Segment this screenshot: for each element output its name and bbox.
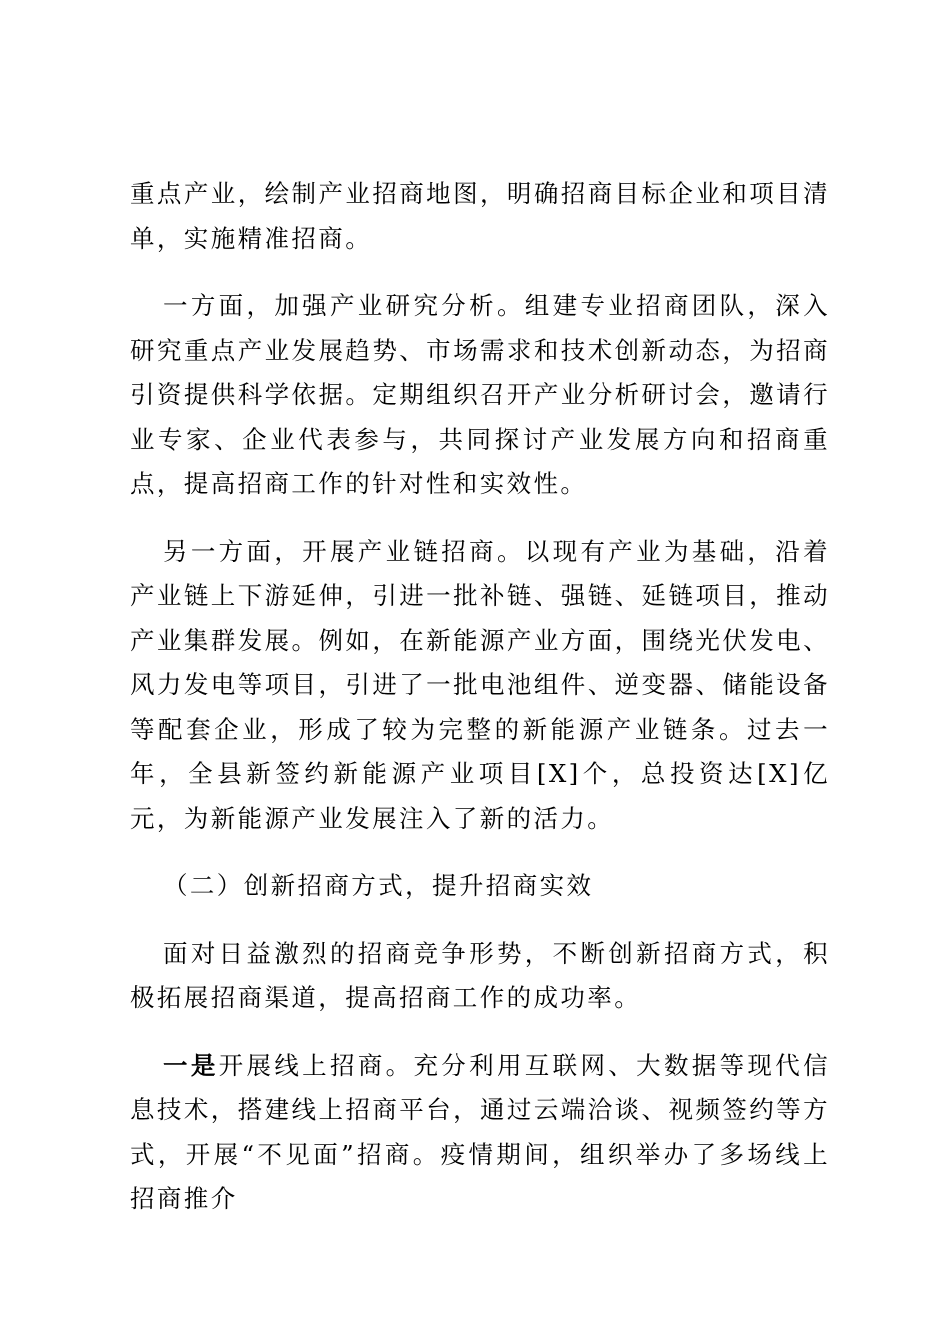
section-heading: （二）创新招商方式，提升招商实效 (163, 871, 594, 900)
paragraph-innovation-intro: 面对日益激烈的招商竞争形势，不断创新招商方式，积极拓展招商渠道，提高招商工作的成功率。 (130, 938, 830, 1012)
paragraph-gap (130, 507, 830, 530)
paragraph-industry-chain: 另一方面，开展产业链招商。以现有产业为基础，沿着产业链上下游延伸，引进一批补链、强链、延链项目，推动产业集群发展。例如，在新能源产业方面，围绕光伏发电、风力发电等项目，引进了一批电池组件、逆变器、储能设备等配套企业，形成了较为完整的新能源产业链条。过去一年，全县新签约新能源产业项目[X]个，总投资达[X]亿元，为新能源产业发展注入了新的活力。 (130, 536, 830, 833)
paragraph-gap (130, 841, 830, 864)
document-page (130, 172, 830, 1222)
paragraph-gap (130, 909, 830, 932)
paragraph-gap (130, 261, 830, 284)
paragraph-continuation: 重点产业，绘制产业招商地图，明确招商目标企业和项目清单，实施精准招商。 (130, 179, 830, 253)
paragraph-industry-research: 一方面，加强产业研究分析。组建专业招商团队，深入研究重点产业发展趋势、市场需求和技术创新动态，为招商引资提供科学依据。定期组织召开产业分析研讨会，邀请行业专家、企业代表参与，共同探讨产业发展方向和招商重点，提高招商工作的针对性和实效性。 (130, 291, 830, 498)
paragraph-online-investment (130, 1044, 830, 1222)
paragraph-gap (130, 1021, 830, 1044)
bold-lead-text: 一是 (163, 1050, 219, 1080)
paragraph-body-text: 开展线上招商。充分利用互联网、大数据等现代信息技术，搭建线上招商平台，通过云端洽谈、视频签约等方式，开展“不见面”招商。疫情期间，组织举办了多场线上招商推介 (130, 1050, 830, 1213)
